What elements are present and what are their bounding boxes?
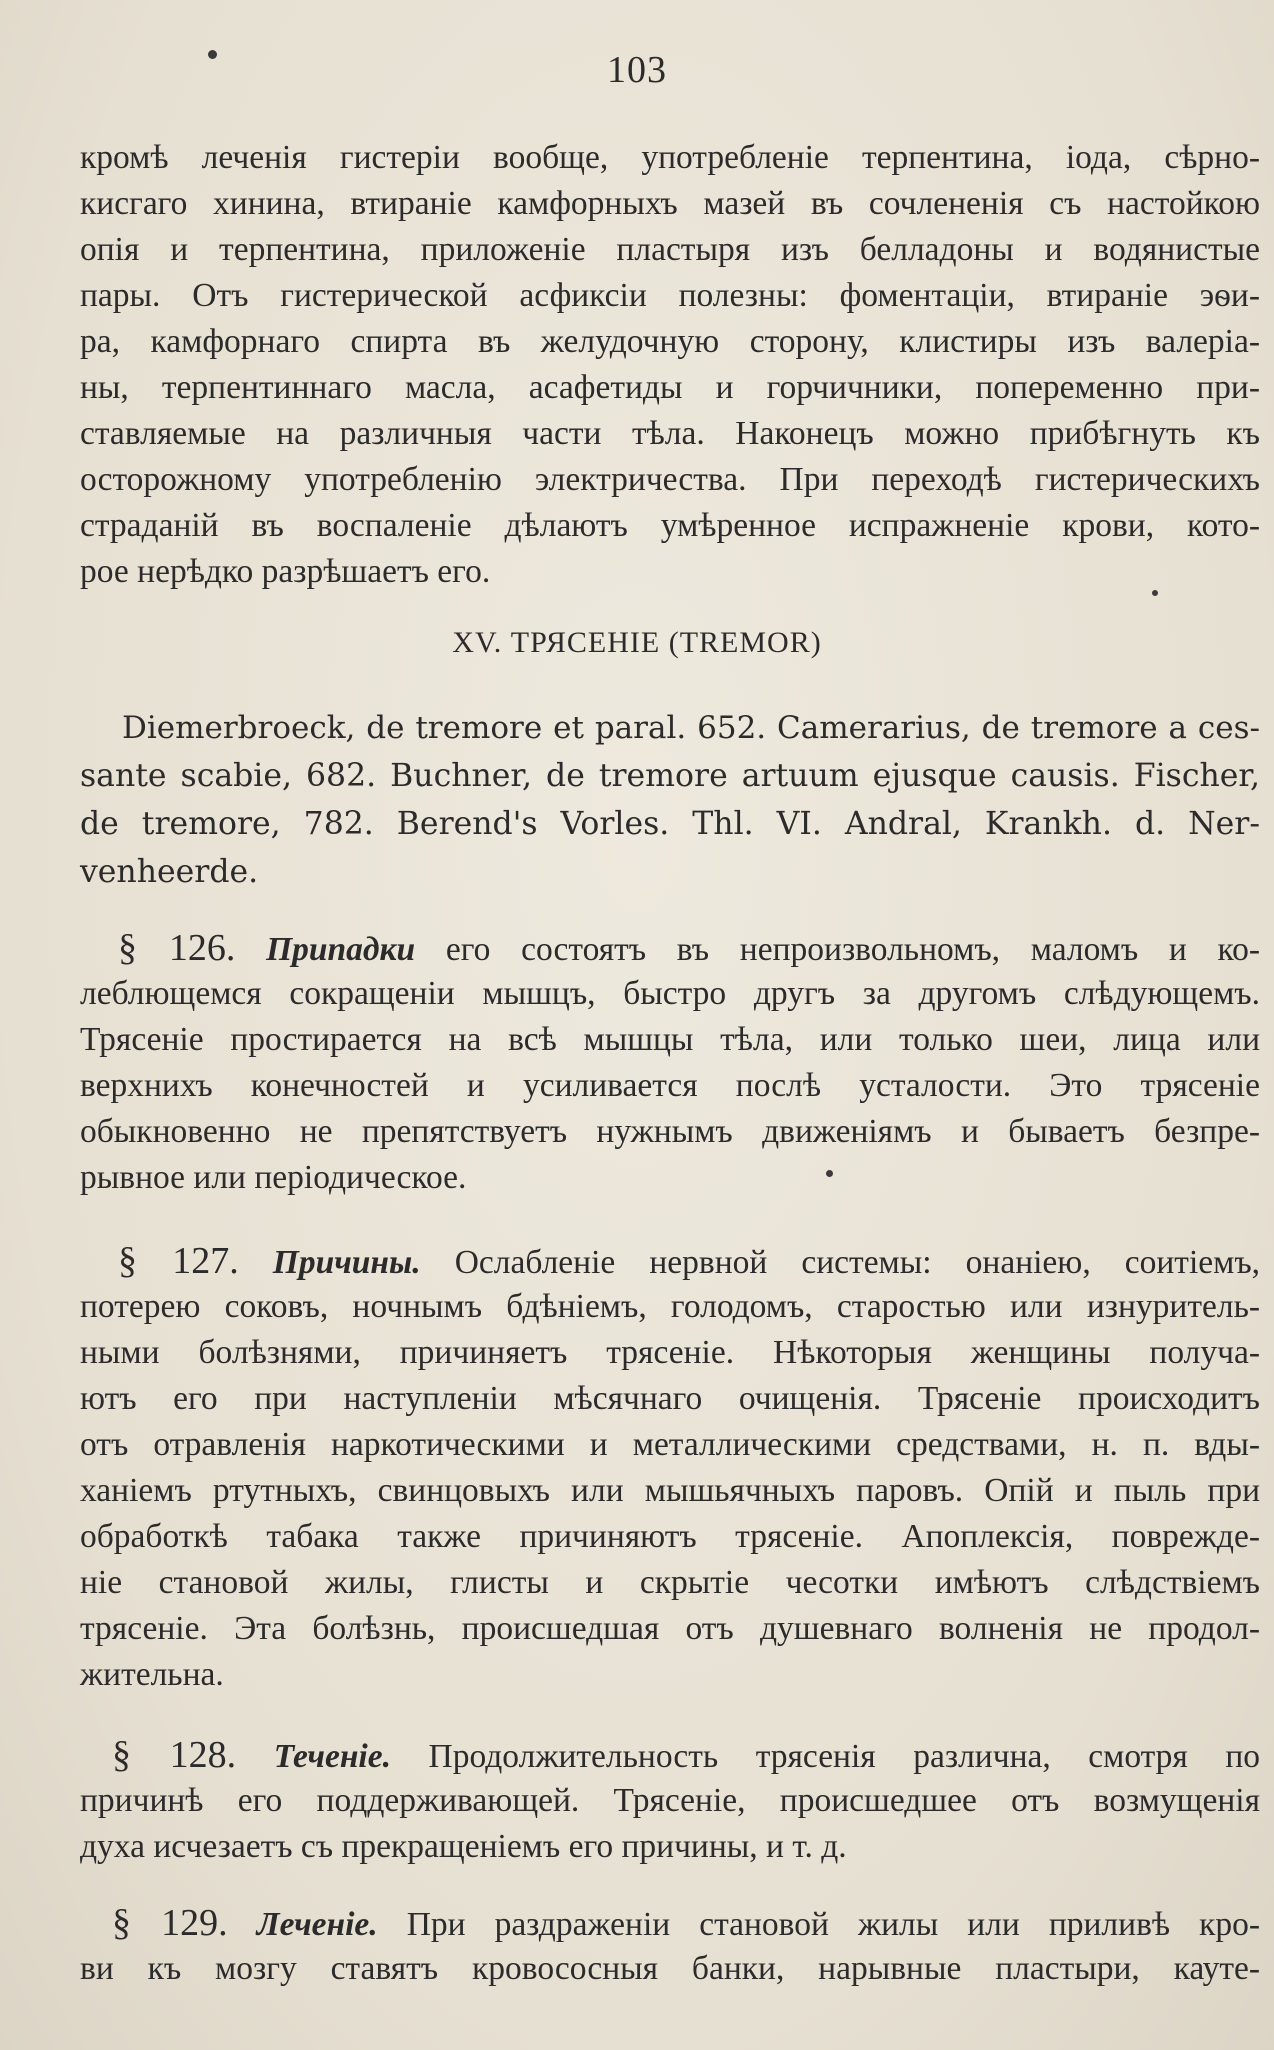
text-line: обыкновенно не препятствуетъ нужнымъ движеніямъ и бываетъ безпре- bbox=[80, 1113, 1260, 1150]
text-line: Трясеніе простирается на всѣ мышцы тѣла, или только шеи, лица или bbox=[80, 1021, 1260, 1058]
section-text: его состоятъ въ непроизвольномъ, маломъ и ко- bbox=[445, 931, 1261, 968]
text-line: ви къ мозгу ставятъ кровососныя банки, нарывные пластыри, кауте- bbox=[80, 1950, 1260, 1987]
text-line: ханіемъ ртутныхъ, свинцовыхъ или мышьячныхъ паровъ. Опій и пыль при bbox=[80, 1472, 1260, 1509]
text-line: кисгаго хинина, втираніе камфорныхъ мазей въ сочлененія съ настойкою bbox=[80, 185, 1260, 222]
text-line: пары. Отъ гистерической асфиксіи полезны: фоментаціи, втираніе эѳи- bbox=[80, 277, 1260, 314]
section-number: § 128. bbox=[112, 1734, 237, 1776]
text-line: ны, терпентиннаго масла, асафетиды и горчичники, попеременно при- bbox=[80, 369, 1260, 406]
section-number: § 127. bbox=[118, 1240, 239, 1282]
text-line: осторожному употребленію электричества. При переходѣ гистерическихъ bbox=[80, 461, 1260, 498]
section-126-first-line bbox=[118, 925, 1260, 973]
page-number: 103 bbox=[607, 49, 667, 91]
section-title: XV. ТРЯСЕНІЕ (TREMOR) bbox=[452, 626, 822, 659]
section-heading: Леченіе. bbox=[256, 1906, 378, 1943]
text-line: страданій въ воспаленіе дѣлаютъ умѣренное испражненіе крови, кото- bbox=[80, 507, 1260, 544]
text-line: обработкѣ табака также причиняютъ трясеніе. Апоплексія, поврежде- bbox=[80, 1518, 1260, 1555]
text-line: верхнихъ конечностей и усиливается послѣ усталости. Это трясеніе bbox=[80, 1067, 1260, 1104]
section-heading: Теченіе. bbox=[273, 1738, 391, 1775]
section-128-first-line bbox=[112, 1732, 1260, 1780]
text-line: ніе становой жилы, глисты и скрытіе чесотки имѣютъ слѣдствіемъ bbox=[80, 1564, 1260, 1601]
ink-speck bbox=[826, 1170, 833, 1177]
reference-line: sante scabie, 682. Buchner, de tremore artuum ejusque causis. Fischer, bbox=[80, 758, 1260, 794]
reference-line: de tremore, 782. Berend's Vorles. Thl. VI. Andral, Krankh. d. Ner- bbox=[80, 806, 1260, 842]
section-heading: Припадки bbox=[266, 931, 416, 968]
text-line: рое нерѣдко разрѣшаетъ его. bbox=[80, 553, 491, 590]
section-heading: Причины. bbox=[272, 1244, 421, 1281]
text-line: ставляемые на различныя части тѣла. Наконецъ можно прибѣгнуть къ bbox=[80, 415, 1260, 452]
section-text: Продолжительность трясенія различна, смотря по bbox=[428, 1738, 1261, 1775]
text-line: духа исчезаетъ съ прекращеніемъ его причины, и т. д. bbox=[80, 1828, 847, 1865]
text-line: отъ отравленія наркотическими и металлическими средствами, н. п. вды- bbox=[80, 1426, 1260, 1463]
reference-line: Diemerbroeck, de tremore et paral. 652. Camerarius, de tremore a ces- bbox=[122, 710, 1260, 746]
section-number: § 126. bbox=[118, 927, 236, 969]
text-line: леблющемся сокращеніи мышцъ, быстро другъ за другомъ слѣдующемъ. bbox=[80, 975, 1260, 1012]
text-line: ными болѣзнями, причиняетъ трясеніе. Нѣкоторыя женщины получа- bbox=[80, 1334, 1260, 1371]
text-line: трясеніе. Эта болѣзнь, происшедшая отъ душевнаго волненія не продол- bbox=[80, 1610, 1260, 1647]
section-text: При раздраженіи становой жилы или приливѣ кро- bbox=[406, 1906, 1261, 1943]
section-129-first-line bbox=[112, 1900, 1260, 1948]
text-line: рывное или періодическое. bbox=[80, 1159, 467, 1196]
text-line: потерею соковъ, ночнымъ бдѣніемъ, голодомъ, старостью или изнуритель- bbox=[80, 1288, 1260, 1325]
text-line: ютъ его при наступленіи мѣсячнаго очищенія. Трясеніе происходитъ bbox=[80, 1380, 1260, 1417]
text-line: ра, камфорнаго спирта въ желудочную сторону, клистиры изъ валеріа- bbox=[80, 323, 1260, 360]
section-number: § 129. bbox=[112, 1902, 228, 1944]
ink-speck bbox=[1152, 590, 1158, 596]
text-line: жительна. bbox=[80, 1656, 224, 1693]
section-text: Ослабленіе нервной системы: онаніею, соитіемъ, bbox=[454, 1244, 1261, 1281]
text-line: причинѣ его поддерживающей. Трясеніе, происшедшее отъ возмущенія bbox=[80, 1782, 1260, 1819]
text-line: опія и терпентина, приложеніе пластыря изъ белладоны и водянистые bbox=[80, 231, 1260, 268]
text-line: кромѣ леченія гистеріи вообще, употребленіе терпентина, іода, сѣрно- bbox=[80, 139, 1260, 176]
ink-speck bbox=[208, 50, 217, 59]
section-127-first-line bbox=[118, 1238, 1260, 1286]
reference-line: venheerde. bbox=[80, 854, 259, 890]
